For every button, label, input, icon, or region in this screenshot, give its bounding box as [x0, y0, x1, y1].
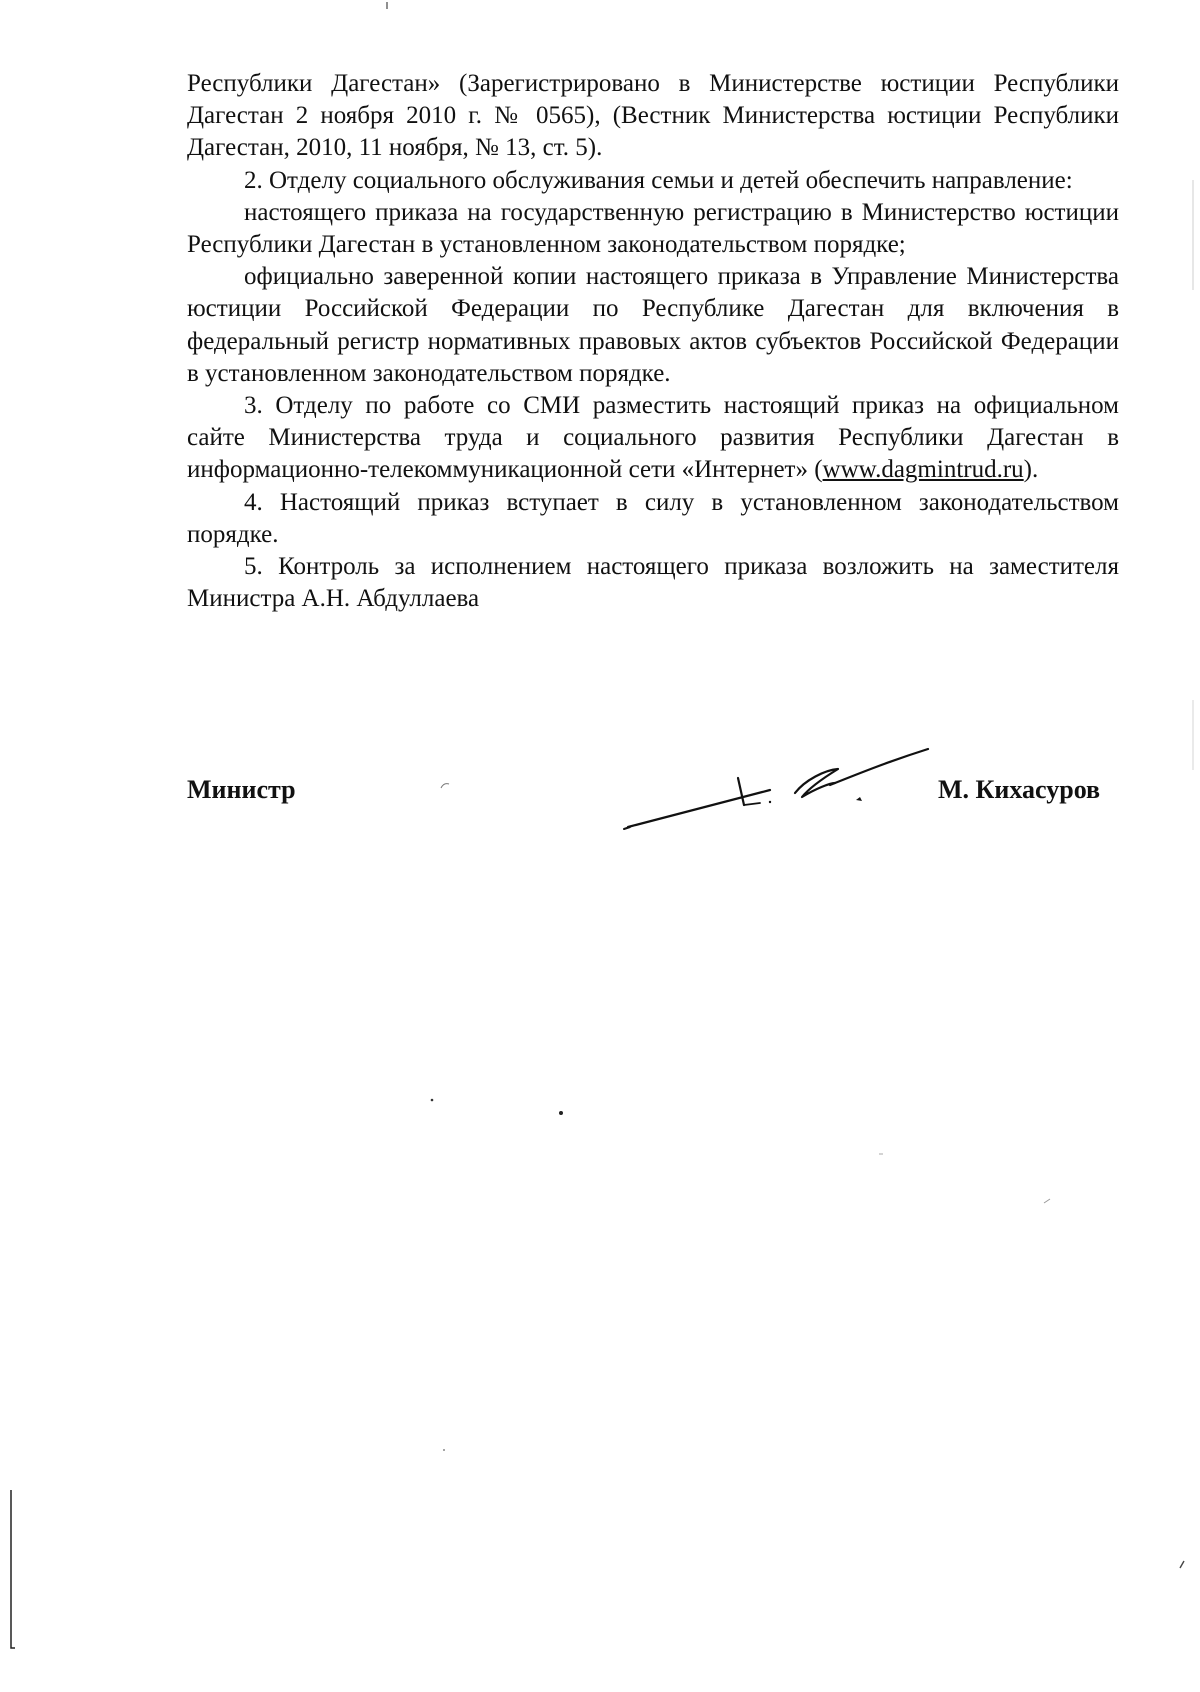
- scan-speck: [878, 1152, 884, 1156]
- signatory-title: Министр: [187, 775, 296, 804]
- item-3-text: 3. Отделу по работе со СМИ разместить настоящий приказ на официальном сайте Министерства труда и социального развития Республики Дагестан в информационно-телекоммуникационной сети «Интернет» (: [187, 392, 1119, 484]
- handwritten-signature: [620, 745, 940, 840]
- left-margin-line: [8, 1490, 16, 1660]
- paragraph-item-5: 5. Контроль за исполнением настоящего приказа возложить на заместителя Министра А.Н. Абдуллаева: [187, 553, 1119, 613]
- scan-speck: [385, 2, 389, 10]
- right-margin-line: [1190, 700, 1196, 780]
- scan-speck: [1043, 1198, 1051, 1204]
- scan-speck: [1178, 1560, 1186, 1570]
- scan-speck: [442, 1448, 446, 1452]
- website-link[interactable]: www.dagmintrud.ru: [822, 456, 1024, 484]
- paragraph-item-4: 4. Настоящий приказ вступает в силу в установленном законодательством порядке.: [187, 488, 1119, 548]
- paragraph-continuation: Республики Дагестан» (Зарегистрировано в Министерстве юстиции Республики Дагестан 2 ноября 2010 г. № 0565), (Вестник Министерства юстиции Республики Дагестан, 2010, 11 ноября, № 13, ст. 5).: [187, 70, 1119, 162]
- signatory-name: М. Кихасуров: [938, 775, 1101, 804]
- right-margin-line: [1190, 180, 1196, 300]
- paragraph-item-2: 2. Отделу социального обслуживания семьи и детей обеспечить направление:: [244, 166, 1073, 194]
- item-3-text-end: ).: [1023, 456, 1039, 484]
- document-body: [187, 68, 1119, 615]
- paragraph-sub-copy: официально заверенной копии настоящего приказа в Управление Министерства юстиции Российской Федерации по Республике Дагестан для включения в федеральный регистр нормативных правовых актов субъектов Российской Федерации в установленном законодательством порядке.: [187, 263, 1119, 387]
- scan-speck: [558, 1110, 564, 1116]
- paragraph-sub-registration: настоящего приказа на государственную регистрацию в Министерство юстиции Республики Дагестан в установленном законодательством порядке;: [187, 198, 1119, 259]
- scan-speck: [430, 1098, 434, 1102]
- paragraph-item-3: [187, 390, 1119, 487]
- scan-speck: [440, 782, 450, 790]
